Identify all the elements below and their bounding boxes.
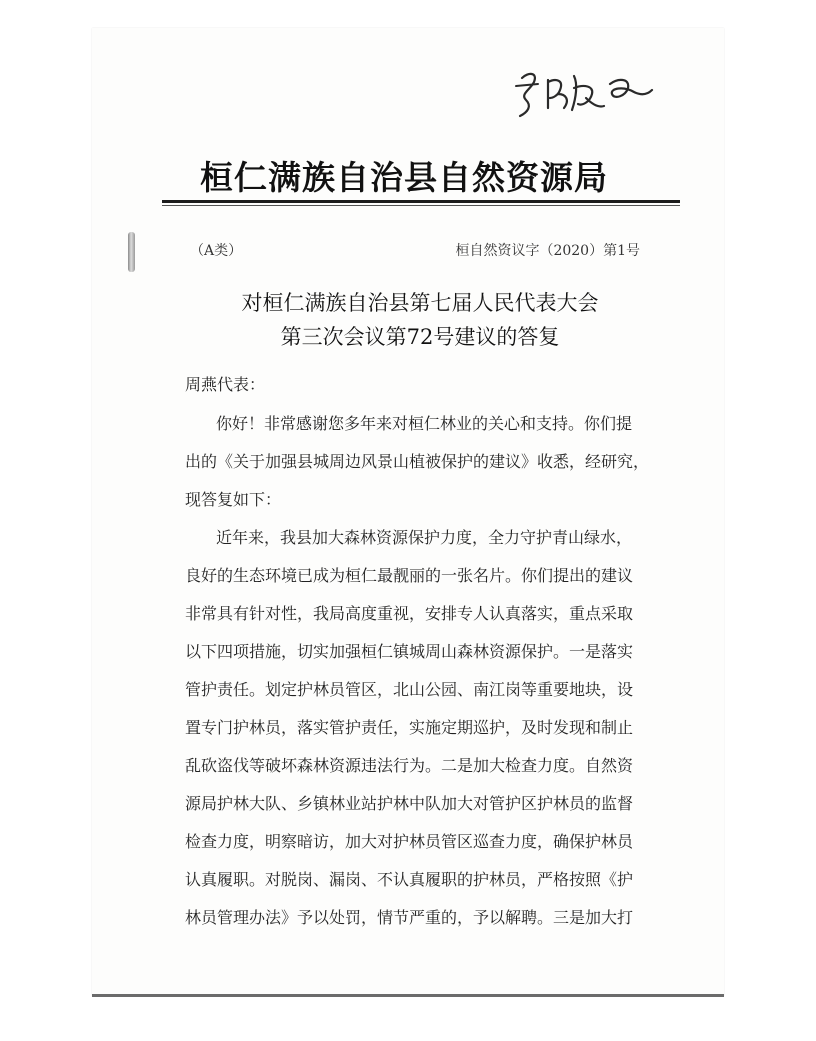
body-line: 检查力度，明察暗访，加大对护林员管区巡查力度，确保护林员	[185, 832, 634, 851]
body-line: 良好的生态环境已成为桓仁最靓丽的一张名片。你们提出的建议	[185, 566, 634, 585]
body-line: 林员管理办法》予以处罚，情节严重的，予以解聘。三是加大打	[185, 908, 634, 927]
body-line: 乱砍盗伐等破坏森林资源违法行为。二是加大检查力度。自然资	[185, 756, 634, 775]
binder-clip-mark	[128, 232, 135, 272]
body-line: 管护责任。划定护林员管区，北山公园、南江岗等重要地块，设	[185, 680, 634, 699]
body-line: 出的《关于加强县城周边风景山植被保护的建议》收悉，经研究，	[185, 452, 650, 471]
handwritten-signature	[508, 64, 658, 122]
document-category: （A类）	[190, 243, 243, 259]
document-number: 桓自然资议字（2020）第1号	[455, 243, 640, 259]
document-title-line-2: 第三次会议第72号建议的答复	[280, 325, 560, 349]
header-rule-thick	[162, 200, 680, 203]
header-rule-thin	[162, 205, 680, 206]
document-title-line-1: 对桓仁满族自治县第七届人民代表大会	[241, 291, 599, 315]
issuing-organization-title: 桓仁满族自治县自然资源局	[200, 158, 608, 197]
paper-edge-shadow	[92, 994, 724, 997]
body-line: 现答复如下：	[185, 490, 282, 509]
salutation: 周燕代表：	[185, 375, 266, 394]
body-line: 置专门护林员，落实管护责任，实施定期巡护，及时发现和制止	[185, 718, 634, 737]
body-line: 近年来，我县加大森林资源保护力度，全力守护青山绿水，	[216, 528, 633, 547]
body-line: 源局护林大队、乡镇林业站护林中队加大对管护区护林员的监督	[185, 794, 634, 813]
body-line: 你好！非常感谢您多年来对桓仁林业的关心和支持。你们提	[216, 414, 633, 433]
body-line: 非常具有针对性，我局高度重视，安排专人认真落实，重点采取	[185, 604, 634, 623]
body-line: 认真履职。对脱岗、漏岗、不认真履职的护林员，严格按照《护	[185, 870, 634, 889]
body-line: 以下四项措施，切实加强桓仁镇城周山森林资源保护。一是落实	[185, 642, 634, 661]
